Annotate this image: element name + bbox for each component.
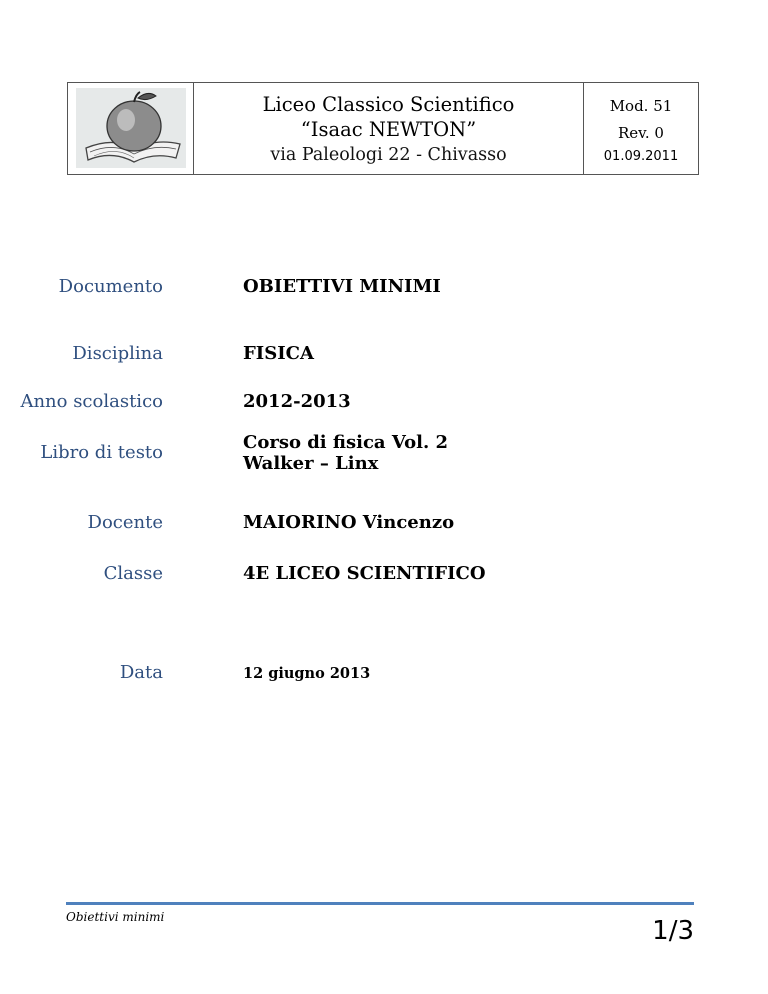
revision-date: 01.09.2011 — [603, 149, 679, 164]
logo-cell — [68, 83, 194, 174]
field-docente — [0, 512, 700, 542]
footer-document-name: Obiettivi minimi — [66, 910, 165, 924]
school-name: Liceo Classico Scientifico — [262, 93, 515, 116]
field-value: OBIETTIVI MINIMI — [243, 276, 441, 297]
field-classe — [0, 563, 700, 593]
field-label: Docente — [87, 512, 163, 533]
field-documento — [0, 276, 700, 306]
field-libro-di-testo — [0, 432, 700, 474]
book-title: Corso di fisica Vol. 2 — [243, 432, 449, 453]
field-value: 12 giugno 2013 — [243, 665, 371, 682]
field-disciplina — [0, 343, 700, 373]
field-label: Classe — [103, 563, 163, 584]
field-data — [0, 662, 700, 692]
meta-cell — [584, 83, 698, 174]
page-number: 1/3 — [652, 916, 694, 946]
field-value: FISICA — [243, 343, 314, 364]
field-value: 4E LICEO SCIENTIFICO — [243, 563, 486, 584]
school-address: via Paleologi 22 - Chivasso — [270, 145, 507, 165]
field-label: Documento — [58, 276, 163, 297]
field-label: Disciplina — [72, 343, 163, 364]
apple-on-book-icon — [76, 88, 186, 168]
field-anno-scolastico — [0, 391, 700, 421]
field-value — [243, 432, 448, 474]
field-label: Data — [119, 662, 163, 683]
field-label: Anno scolastico — [20, 391, 163, 412]
field-value: MAIORINO Vincenzo — [243, 512, 455, 533]
module-number: Mod. 51 — [609, 97, 673, 115]
header-table — [67, 82, 699, 175]
field-value: 2012-2013 — [243, 391, 351, 412]
footer-rule — [66, 902, 694, 905]
field-label: Libro di testo — [40, 442, 163, 463]
book-authors: Walker – Linx — [243, 453, 379, 474]
title-cell — [194, 83, 584, 174]
revision-number: Rev. 0 — [618, 124, 664, 142]
school-subtitle: “Isaac NEWTON” — [300, 118, 477, 141]
